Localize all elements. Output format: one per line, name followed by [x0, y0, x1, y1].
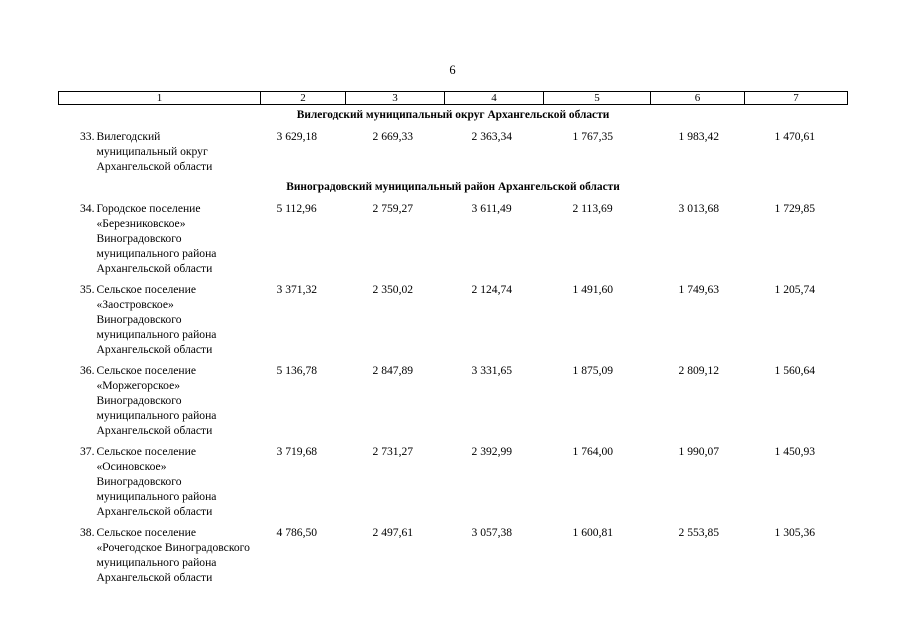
value-cell-col-6 [651, 522, 745, 588]
value: 1 764,00 [572, 445, 614, 458]
value-cell-col-2 [261, 279, 346, 360]
municipality-name: Вилегодский муниципальный округ Архангельской области [96, 130, 213, 173]
value-cell-col-7 [745, 441, 848, 522]
value-cell-col-6 [651, 126, 745, 177]
municipality-name: Сельское поселение «Моржегорское» Виноградовского муниципального района Архангельской области [96, 364, 217, 437]
value-cell-col-5 [544, 126, 651, 177]
row-number: 34. [80, 202, 95, 215]
value-cell-col-3 [346, 360, 445, 441]
value: 4 786,50 [276, 526, 318, 539]
value: 2 759,27 [372, 202, 414, 215]
value: 1 983,42 [678, 130, 720, 143]
column-header: 2 [261, 92, 346, 105]
value: 1 560,64 [774, 364, 816, 377]
value: 1 305,36 [774, 526, 816, 539]
value: 3 719,68 [276, 445, 318, 458]
value: 1 450,93 [774, 445, 816, 458]
value: 2 497,61 [372, 526, 414, 539]
value-cell-col-3 [346, 522, 445, 588]
value: 2 350,02 [372, 283, 414, 296]
municipality-cell [59, 198, 261, 279]
value-cell-col-7 [745, 198, 848, 279]
value: 2 731,27 [372, 445, 414, 458]
value-cell-col-2 [261, 522, 346, 588]
municipality-name: Сельское поселение «Осиновское» Виноградовского муниципального района Архангельской области [96, 445, 217, 518]
table-row [59, 522, 848, 588]
table-row [59, 198, 848, 279]
value: 3 331,65 [471, 364, 513, 377]
value-cell-col-3 [346, 126, 445, 177]
value: 2 669,33 [372, 130, 414, 143]
section-title: Вилегодский муниципальный округ Архангельской области [296, 109, 610, 121]
value-cell-col-6 [651, 198, 745, 279]
value-cell-col-5 [544, 279, 651, 360]
data-table [58, 91, 848, 588]
value-cell-col-2 [261, 360, 346, 441]
value: 2 392,99 [471, 445, 513, 458]
municipality-name: Сельское поселение «Заостровское» Виноградовского муниципального района Архангельской области [96, 283, 217, 356]
value-cell-col-5 [544, 360, 651, 441]
value-cell-col-2 [261, 126, 346, 177]
row-number: 35. [80, 283, 95, 296]
column-header: 4 [445, 92, 544, 105]
value: 1 729,85 [774, 202, 816, 215]
column-header: 1 [59, 92, 261, 105]
value: 1 491,60 [572, 283, 614, 296]
value-cell-col-4 [445, 522, 544, 588]
value-cell-col-3 [346, 198, 445, 279]
table-row [59, 441, 848, 522]
section-heading-row [59, 177, 848, 198]
value-cell-col-2 [261, 441, 346, 522]
value-cell-col-7 [745, 522, 848, 588]
value-cell-col-6 [651, 441, 745, 522]
value: 2 124,74 [471, 283, 513, 296]
table-row [59, 126, 848, 177]
municipality-cell [59, 360, 261, 441]
column-header: 3 [346, 92, 445, 105]
value-cell-col-4 [445, 360, 544, 441]
section-heading-row [59, 105, 848, 127]
value-cell-col-5 [544, 441, 651, 522]
value: 5 136,78 [276, 364, 318, 377]
value: 3 371,32 [276, 283, 318, 296]
value: 1 875,09 [572, 364, 614, 377]
row-number: 38. [80, 526, 95, 539]
value: 2 113,69 [572, 202, 613, 215]
column-header: 7 [745, 92, 848, 105]
page-number: 6 [449, 63, 456, 77]
value: 1 749,63 [678, 283, 720, 296]
value-cell-col-4 [445, 126, 544, 177]
value-cell-col-3 [346, 441, 445, 522]
section-title: Виноградовский муниципальный район Архангельской области [286, 181, 620, 193]
value: 1 990,07 [678, 445, 720, 458]
row-number: 33. [80, 130, 95, 143]
value-cell-col-4 [445, 279, 544, 360]
table-row [59, 360, 848, 441]
value: 3 057,38 [471, 526, 513, 539]
value-cell-col-7 [745, 279, 848, 360]
value: 3 611,49 [471, 202, 512, 215]
value: 2 847,89 [372, 364, 414, 377]
value: 1 205,74 [774, 283, 816, 296]
municipality-cell [59, 279, 261, 360]
value-cell-col-2 [261, 198, 346, 279]
municipality-name: Сельское поселение «Рочегодское Виноградовского муниципального района Архангельской области [96, 526, 250, 584]
row-number: 37. [80, 445, 95, 458]
municipality-cell [59, 441, 261, 522]
municipality-cell [59, 522, 261, 588]
value: 1 470,61 [774, 130, 816, 143]
municipality-name: Городское поселение «Березниковское» Виноградовского муниципального района Архангельской области [96, 202, 217, 275]
value: 1 600,81 [572, 526, 614, 539]
value-cell-col-3 [346, 279, 445, 360]
value: 3 629,18 [276, 130, 318, 143]
municipality-cell [59, 126, 261, 177]
table-row [59, 279, 848, 360]
value: 5 112,96 [276, 202, 317, 215]
value: 3 013,68 [678, 202, 720, 215]
value: 1 767,35 [572, 130, 614, 143]
value-cell-col-4 [445, 441, 544, 522]
value: 2 809,12 [678, 364, 720, 377]
value-cell-col-4 [445, 198, 544, 279]
value: 2 553,85 [678, 526, 720, 539]
row-number: 36. [80, 364, 95, 377]
column-header: 6 [651, 92, 745, 105]
value-cell-col-7 [745, 360, 848, 441]
value-cell-col-5 [544, 522, 651, 588]
table-header [59, 92, 848, 105]
value-cell-col-7 [745, 126, 848, 177]
value: 2 363,34 [471, 130, 513, 143]
column-number-row [59, 92, 848, 105]
table-body [59, 105, 848, 589]
value-cell-col-6 [651, 360, 745, 441]
value-cell-col-6 [651, 279, 745, 360]
column-header: 5 [544, 92, 651, 105]
value-cell-col-5 [544, 198, 651, 279]
